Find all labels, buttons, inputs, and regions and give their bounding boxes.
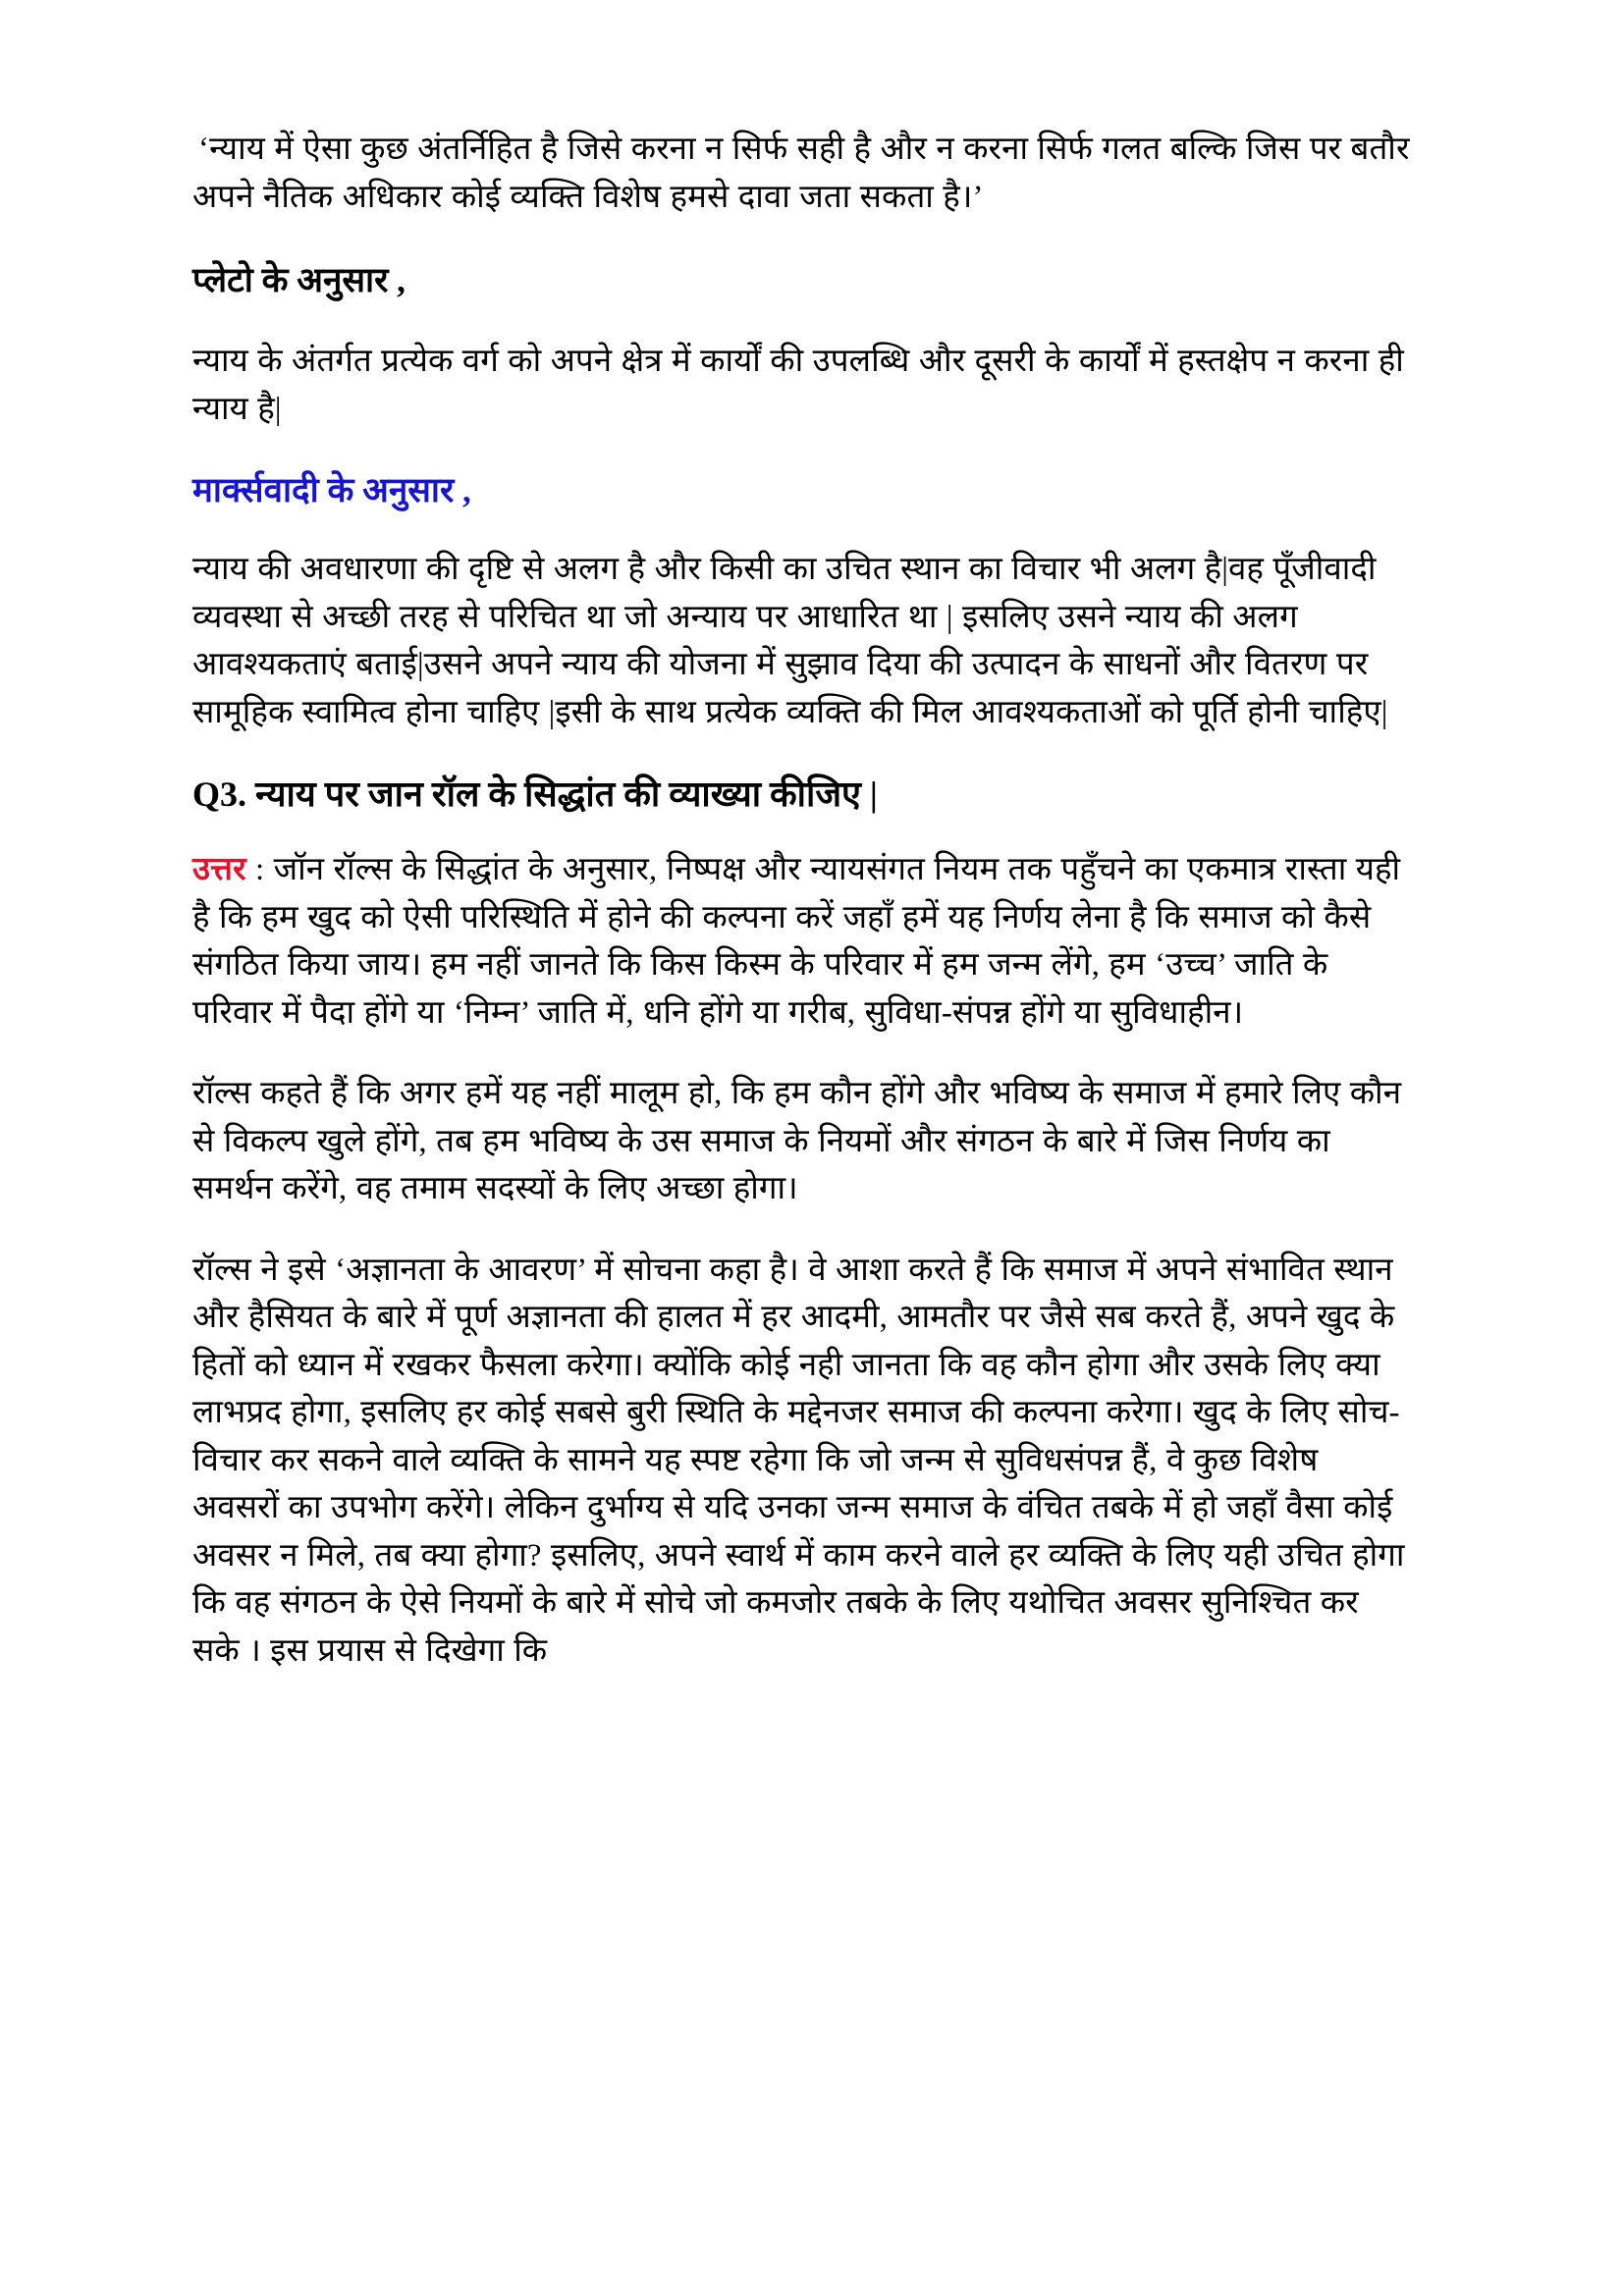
quote-block: ‘न्याय में ऐसा कुछ अंतर्निहित है जिसे करना न सिर्फ सही है और न करना सिर्फ गलत बल्कि जिस पर बतौर अपने नैतिक अधिकार कोई व्यक्ति विशेष हमसे दावा जता सकता है।’: [192, 132, 1410, 215]
heading-plato: प्लेटो के अनुसार ,: [192, 261, 406, 299]
heading-question-3: Q3. न्याय पर जान रॉल के सिद्धांत की व्याख्या कीजिए |: [192, 774, 878, 814]
paragraph-answer-3: रॉल्स ने इसे ‘अज्ञानता के आवरण’ में सोचना कहा है। वे आशा करते हैं कि समाज में अपने संभावित स्थान और हैसियत के बारे में पूर्ण अज्ञानता की हालत में हर आदमी, आमतौर पर जैसे सब करते हैं, अपने खुद के हितों को ध्यान में रखकर फैसला करेगा। क्योंकि कोई नही जानता कि वह कौन होगा और उसके लिए क्या लाभप्रद होगा, इसलिए हर कोई सबसे बुरी स्थिति के मद्देनजर समाज की कल्पना करेगा। खुद के लिए सोच-विचार कर सकने वाले व्यक्ति के सामने यह स्पष्ट रहेगा कि जो जन्म से सुविधसंपन्न हैं, वे कुछ विशेष अवसरों का उपभोग करेंगे। लेकिन दुर्भाग्य से यदि उनका जन्म समाज के वंचित तबके में हो जहाँ वैसा कोई अवसर न मिले, तब क्या होगा? इसलिए, अपने स्वार्थ में काम करने वाले हर व्यक्ति के लिए यही उचित होगा कि वह संगठन के ऐसे नियमों के बारे में सोचे जो कमजोर तबके के लिए यथोचित अवसर सुनिश्चित कर सके । इस प्रयास से दिखेगा कि: [192, 1252, 1405, 1669]
page-content: [192, 126, 1410, 1675]
paragraph-marxist: न्याय की अवधारणा की दृष्टि से अलग है और किसी का उचित स्थान का विचार भी अलग है|वह पूँजीवादी व्यवस्था से अच्छी तरह से परिचित था जो अन्याय पर आधारित था | इसलिए उसने न्याय की अलग आवश्यकताएं बताई|उसने अपने न्याय की योजना में सुझाव दिया की उत्पादन के साधनों और वितरण पर सामूहिक स्वामित्व होना चाहिए |इसी के साथ प्रत्येक व्यक्ति की मिल आवश्यकताओं को पूर्ति होनी चाहिए|: [192, 552, 1388, 730]
heading-marxist: मार्क्सवादी के अनुसार ,: [192, 471, 471, 509]
paragraph-answer-2: रॉल्स कहते हैं कि अगर हमें यह नहीं मालूम हो, कि हम कौन होंगे और भविष्य के समाज में हमारे लिए कौन से विकल्प खुले होंगे, तब हम भविष्य के उस समाज के नियमों और संगठन के बारे में जिस निर्णय का समर्थन करेंगे, वह तमाम सदस्यों के लिए अच्छा होगा।: [192, 1076, 1402, 1207]
answer-text-1: जॉन रॉल्स के सिद्धांत के अनुसार, निष्पक्ष और न्यायसंगत नियम तक पहुँचने का एकमात्र रास्ता यही है कि हम खुद को ऐसी परिस्थिति में होने की कल्पना करें जहाँ हमें यह निर्णय लेना है कि समाज को कैसे संगठित किया जाय। हम नहीं जानते कि किस किस्म के परिवार में हम जन्म लेंगे, हम ‘उच्च’ जाति के परिवार में पैदा होंगे या ‘निम्न’ जाति में, धनि होंगे या गरीब, सुविधा-संपन्न होंगे या सुविधाहीन।: [192, 852, 1401, 1031]
paragraph-answer-1: [192, 846, 1410, 1037]
answer-separator: :: [245, 852, 274, 888]
paragraph-plato: न्याय के अंतर्गत प्रत्येक वर्ग को अपने क्षेत्र में कार्यों की उपलब्धि और दूसरी के कार्यों में हस्तक्षेप न करना ही न्याय है|: [192, 344, 1404, 427]
answer-label: उत्तर: [192, 852, 246, 888]
